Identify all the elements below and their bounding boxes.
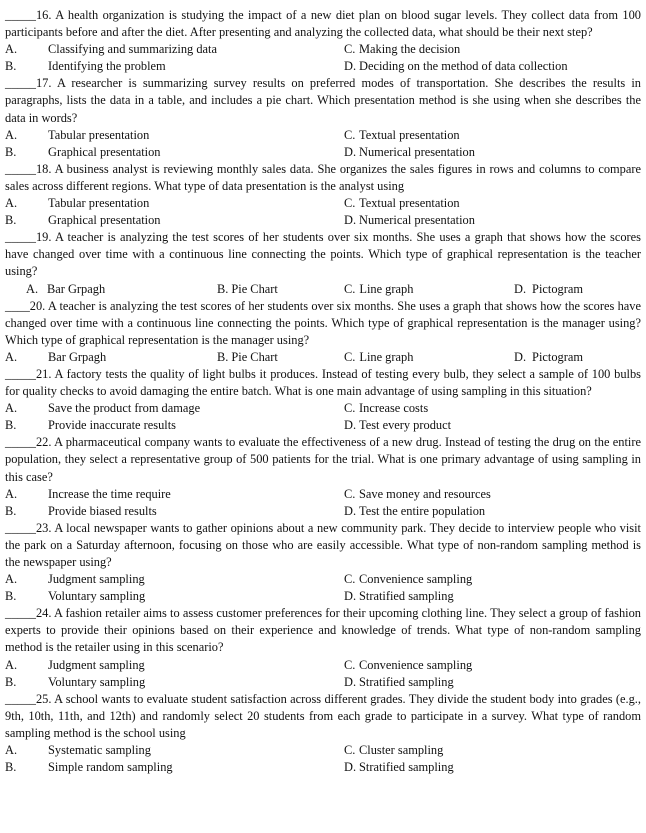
option-text: Provide biased results bbox=[48, 503, 157, 518]
option-a bbox=[5, 349, 106, 366]
question-stem: _____17. A researcher is summarizing survey results on preferred modes of transportation. She describes the results in paragraphs, lists the data in a table, and includes a pie chart. Which presentation method is she using when she describes the data in words? bbox=[5, 76, 641, 125]
option-text: Textual presentation bbox=[359, 127, 460, 142]
option-letter: B. bbox=[5, 589, 17, 604]
question-stem: _____16. A health organization is studying the impact of a new diet plan on blood sugar levels. They collect data from 100 participants before and after the diet. After presenting and analyzing the collected data, what should be their next step? bbox=[5, 8, 641, 40]
option-b bbox=[5, 674, 145, 691]
option-text: Graphical presentation bbox=[48, 213, 161, 228]
option-letter: A. bbox=[5, 349, 18, 364]
question-18 bbox=[5, 161, 641, 229]
option-b bbox=[217, 349, 278, 366]
option-text: Numerical presentation bbox=[359, 213, 475, 228]
question-19 bbox=[5, 229, 641, 297]
option-letter: C. bbox=[344, 401, 356, 416]
option-text: Stratified sampling bbox=[359, 674, 454, 689]
question-20 bbox=[5, 298, 641, 366]
option-text: Provide inaccurate results bbox=[48, 418, 176, 433]
answer-options bbox=[5, 349, 641, 366]
option-text: Tabular presentation bbox=[48, 127, 150, 142]
answer-options bbox=[5, 195, 641, 229]
option-text: Deciding on the method of data collection bbox=[359, 59, 568, 74]
option-d bbox=[344, 674, 454, 691]
question-24 bbox=[5, 605, 641, 690]
option-c bbox=[344, 195, 460, 212]
option-letter: A. bbox=[5, 42, 18, 57]
question-stem: _____25. A school wants to evaluate student satisfaction across different grades. They divide the student body into grades (e.g., 9th, 10th, 11th, and 12th) and randomly select 20 students from each grade to participate in a survey. What type of random sampling method is the school using bbox=[5, 691, 641, 740]
quiz-document bbox=[5, 7, 641, 776]
option-letter: B. bbox=[5, 59, 17, 74]
option-letter: D. bbox=[344, 760, 357, 775]
option-letter: D. bbox=[344, 213, 357, 228]
answer-options bbox=[5, 742, 641, 776]
option-letter: A. bbox=[5, 401, 18, 416]
option-a bbox=[5, 571, 145, 588]
option-d bbox=[344, 144, 475, 161]
option-letter: C. bbox=[344, 127, 356, 142]
option-letter: D. bbox=[344, 144, 357, 159]
option-text: Test every product bbox=[359, 418, 452, 433]
option-b bbox=[5, 759, 173, 776]
option-c bbox=[344, 486, 491, 503]
option-c bbox=[344, 742, 443, 759]
option-text: Line graph bbox=[359, 281, 414, 296]
option-letter: C. bbox=[344, 281, 356, 296]
option-text: Numerical presentation bbox=[359, 144, 475, 159]
option-b bbox=[5, 212, 161, 229]
option-letter: A. bbox=[5, 572, 18, 587]
question-23 bbox=[5, 520, 641, 605]
option-text: Stratified sampling bbox=[359, 760, 454, 775]
option-letter: C. bbox=[344, 486, 356, 501]
option-text: Tabular presentation bbox=[48, 196, 150, 211]
option-letter: D. bbox=[514, 349, 527, 364]
option-text: Textual presentation bbox=[359, 196, 460, 211]
option-letter: A. bbox=[5, 127, 18, 142]
option-c bbox=[344, 281, 413, 298]
option-text: Save the product from damage bbox=[48, 401, 201, 416]
option-d bbox=[344, 417, 451, 434]
answer-options bbox=[5, 127, 641, 161]
option-c bbox=[344, 41, 460, 58]
answer-options bbox=[5, 400, 641, 434]
option-b bbox=[217, 281, 278, 298]
option-text: Increase the time require bbox=[48, 486, 171, 501]
option-text: Systematic sampling bbox=[48, 743, 151, 758]
option-letter: A. bbox=[5, 196, 18, 211]
option-letter: D. bbox=[344, 503, 357, 518]
option-c bbox=[344, 349, 413, 366]
option-c bbox=[344, 400, 428, 417]
answer-options bbox=[5, 657, 641, 691]
option-c bbox=[344, 127, 460, 144]
question-stem: _____18. A business analyst is reviewing monthly sales data. She organizes the sales figures in rows and columns to compare sales across different regions. What type of data presentation is the analyst using bbox=[5, 161, 641, 193]
option-letter: B. bbox=[5, 503, 17, 518]
option-letter: A. bbox=[5, 657, 18, 672]
option-a bbox=[5, 742, 151, 759]
option-letter: A. bbox=[5, 486, 18, 501]
option-c bbox=[344, 657, 472, 674]
option-d bbox=[344, 588, 454, 605]
question-21 bbox=[5, 366, 641, 434]
option-text: Simple random sampling bbox=[48, 760, 173, 775]
question-17 bbox=[5, 75, 641, 160]
option-b bbox=[5, 144, 161, 161]
option-text: Pie Chart bbox=[231, 281, 278, 296]
option-text: Bar Grpagh bbox=[48, 349, 107, 364]
option-letter: C. bbox=[344, 657, 356, 672]
option-b bbox=[5, 58, 166, 75]
question-stem: _____22. A pharmaceutical company wants to evaluate the effectiveness of a new drug. Instead of testing the drug on the entire population, they select a representative group of 500 patients for the trial. What is one primary advantage of using sampling in this case? bbox=[5, 435, 641, 484]
option-d bbox=[344, 212, 475, 229]
option-letter: C. bbox=[344, 349, 356, 364]
option-text: Graphical presentation bbox=[48, 144, 161, 159]
option-d bbox=[344, 58, 568, 75]
option-text: Pie Chart bbox=[231, 349, 278, 364]
option-text: Save money and resources bbox=[359, 486, 491, 501]
option-a bbox=[5, 41, 217, 58]
answer-options bbox=[5, 486, 641, 520]
question-stem: _____21. A factory tests the quality of light bulbs it produces. Instead of testing every bulb, they select a sample of 100 bulbs for quality checks to avoid damaging the entire batch. What is one main advantage of using sampling in this situation? bbox=[5, 366, 641, 399]
option-text: Stratified sampling bbox=[359, 589, 454, 604]
answer-options bbox=[5, 41, 641, 75]
option-a bbox=[5, 195, 149, 212]
option-text: Classifying and summarizing data bbox=[48, 42, 217, 57]
question-stem: _____19. A teacher is analyzing the test scores of her students over six months. She uses a graph that shows how the scores have changed over time with a continuous line connecting the points. Which type of graphical representation is the teacher using? bbox=[5, 230, 641, 279]
option-d bbox=[514, 349, 583, 366]
option-letter: C. bbox=[344, 196, 356, 211]
option-b bbox=[5, 503, 157, 520]
option-d bbox=[514, 281, 583, 298]
option-a bbox=[5, 127, 149, 144]
option-text: Convenience sampling bbox=[359, 657, 473, 672]
option-text: Making the decision bbox=[359, 42, 461, 57]
option-letter: D. bbox=[344, 674, 357, 689]
option-text: Pictogram bbox=[532, 349, 583, 364]
option-letter: C. bbox=[344, 572, 356, 587]
question-16 bbox=[5, 7, 641, 75]
option-letter: B. bbox=[5, 144, 17, 159]
option-c bbox=[344, 571, 472, 588]
option-a bbox=[5, 400, 200, 417]
option-letter: C. bbox=[344, 42, 356, 57]
question-22 bbox=[5, 434, 641, 519]
option-text: Voluntary sampling bbox=[48, 674, 146, 689]
option-letter: B. bbox=[5, 760, 17, 775]
answer-options bbox=[5, 281, 641, 298]
option-b bbox=[5, 588, 145, 605]
option-letter: B. bbox=[217, 349, 229, 364]
option-letter: D. bbox=[514, 281, 527, 296]
option-b bbox=[5, 417, 176, 434]
option-letter: B. bbox=[5, 418, 17, 433]
option-letter: D. bbox=[344, 418, 357, 433]
question-stem: ____20. A teacher is analyzing the test scores of her students over six months. She uses a graph that shows how the scores have changed over time with a continuous line connecting the points. Which type of graphical representation is the manager using? Which type of graphical representation is the manager using? bbox=[5, 298, 641, 347]
option-text: Line graph bbox=[359, 349, 414, 364]
option-letter: A. bbox=[5, 743, 18, 758]
question-stem: _____23. A local newspaper wants to gather opinions about a new community park. They decide to interview people who visit the park on a Saturday afternoon, focusing on those who are easily accessible. What type of non-random sampling method is the newspaper using? bbox=[5, 520, 641, 569]
option-letter: D. bbox=[344, 589, 357, 604]
option-text: Voluntary sampling bbox=[48, 589, 146, 604]
option-letter: B. bbox=[5, 213, 17, 228]
option-text: Cluster sampling bbox=[359, 743, 444, 758]
option-a bbox=[5, 486, 171, 503]
option-letter: A. bbox=[26, 281, 39, 296]
option-letter: B. bbox=[5, 674, 17, 689]
option-a bbox=[26, 281, 105, 298]
option-d bbox=[344, 503, 485, 520]
option-text: Identifying the problem bbox=[48, 59, 166, 74]
option-letter: D. bbox=[344, 59, 357, 74]
option-d bbox=[344, 759, 454, 776]
question-stem: _____24. A fashion retailer aims to assess customer preferences for their upcoming clothing line. They select a group of fashion experts to provide their opinions based on their experience and knowledge of trends. What type of non-random sampling method is the retailer using in this scenario? bbox=[5, 606, 641, 655]
option-text: Test the entire population bbox=[359, 503, 486, 518]
option-letter: B. bbox=[217, 281, 229, 296]
option-text: Bar Grpagh bbox=[47, 281, 106, 296]
option-text: Judgment sampling bbox=[48, 657, 145, 672]
option-text: Judgment sampling bbox=[48, 572, 145, 587]
option-a bbox=[5, 657, 145, 674]
option-text: Increase costs bbox=[359, 401, 429, 416]
question-25 bbox=[5, 691, 641, 776]
option-text: Pictogram bbox=[532, 281, 583, 296]
option-text: Convenience sampling bbox=[359, 572, 473, 587]
answer-options bbox=[5, 571, 641, 605]
option-letter: C. bbox=[344, 743, 356, 758]
